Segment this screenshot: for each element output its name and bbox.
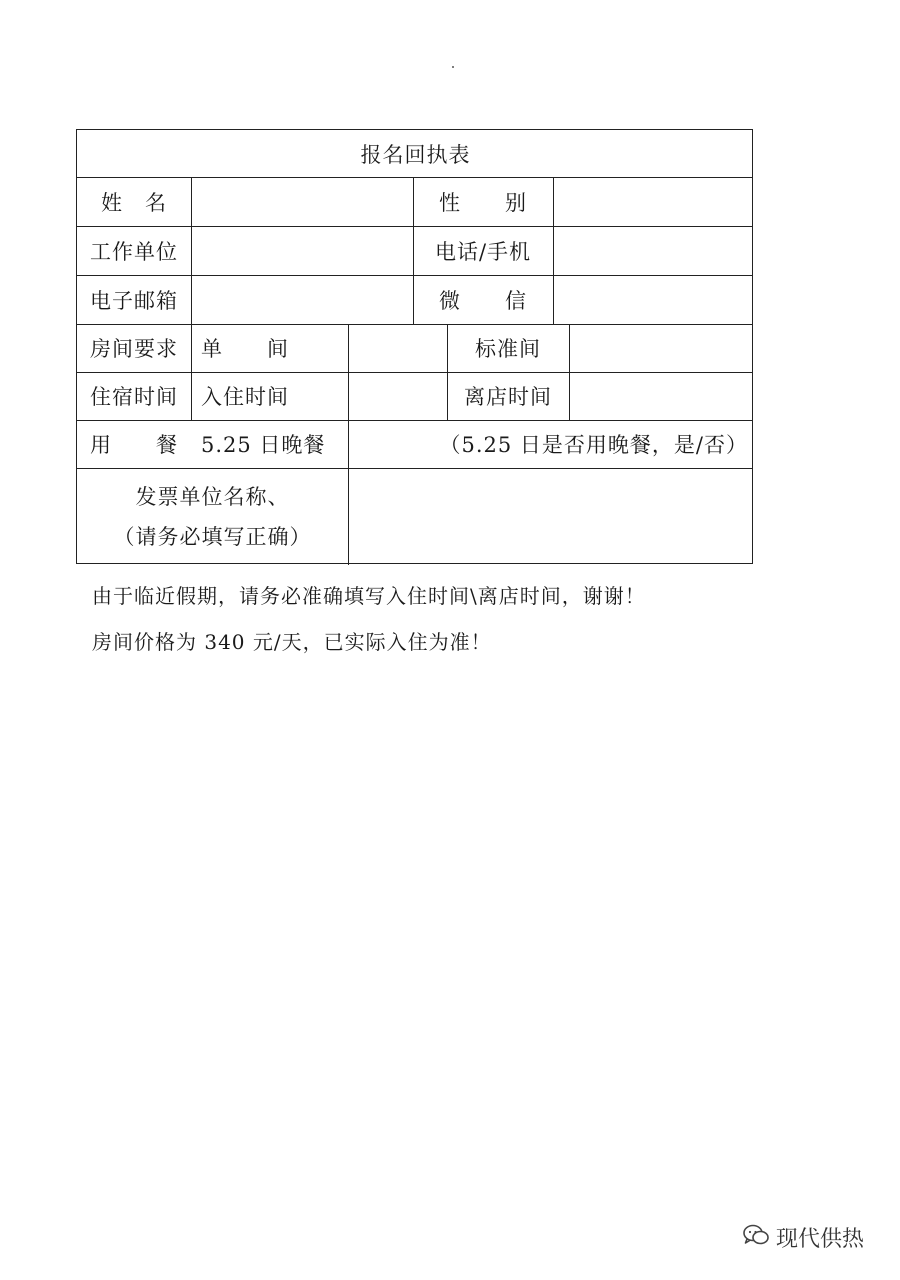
dinner-field[interactable]: （5.25 日是否用晚餐，是/否） bbox=[439, 433, 748, 457]
name-label: 姓 名 bbox=[101, 190, 167, 215]
room-requirement-label: 房间要求 bbox=[90, 337, 178, 361]
scan-speck bbox=[452, 66, 454, 68]
form-title: 报名回执表 bbox=[360, 142, 471, 167]
wechat-field[interactable] bbox=[553, 275, 754, 324]
meal-label: 用 餐 bbox=[90, 433, 178, 457]
name-field[interactable] bbox=[191, 177, 413, 226]
employer-label: 工作单位 bbox=[90, 239, 178, 264]
invoice-label-line2: （请务必填写正确） bbox=[113, 524, 312, 549]
watermark bbox=[742, 1222, 864, 1253]
single-room-field[interactable] bbox=[348, 324, 447, 372]
phone-field[interactable] bbox=[553, 226, 754, 275]
invoice-label bbox=[77, 468, 348, 565]
single-room-label: 单 间 bbox=[201, 337, 289, 361]
wechat-icon bbox=[742, 1223, 776, 1253]
gender-label: 性 别 bbox=[439, 190, 527, 215]
watermark-text: 现代供热 bbox=[776, 1227, 865, 1252]
dinner-label: 5.25 日晚餐 bbox=[201, 433, 326, 457]
price-note: 房间价格为 340 元/天，已实际入住为准！ bbox=[92, 630, 492, 654]
standard-room-field[interactable] bbox=[569, 324, 754, 372]
checkin-label: 入住时间 bbox=[201, 385, 289, 409]
stay-time-label: 住宿时间 bbox=[90, 385, 178, 409]
gender-field[interactable] bbox=[553, 177, 754, 226]
registration-form bbox=[76, 129, 753, 564]
email-label: 电子邮箱 bbox=[90, 288, 178, 313]
checkout-field[interactable] bbox=[569, 372, 754, 420]
invoice-field[interactable] bbox=[348, 468, 754, 565]
employer-field[interactable] bbox=[191, 226, 413, 275]
email-field[interactable] bbox=[191, 275, 413, 324]
phone-label: 电话/手机 bbox=[434, 239, 532, 264]
holiday-note: 由于临近假期，请务必准确填写入住时间\离店时间，谢谢！ bbox=[92, 584, 646, 608]
standard-room-label: 标准间 bbox=[475, 337, 541, 361]
wechat-label: 微 信 bbox=[439, 288, 527, 313]
invoice-label-line1: 发票单位名称、 bbox=[135, 484, 290, 509]
checkin-field[interactable] bbox=[348, 372, 447, 420]
checkout-label: 离店时间 bbox=[464, 385, 552, 409]
